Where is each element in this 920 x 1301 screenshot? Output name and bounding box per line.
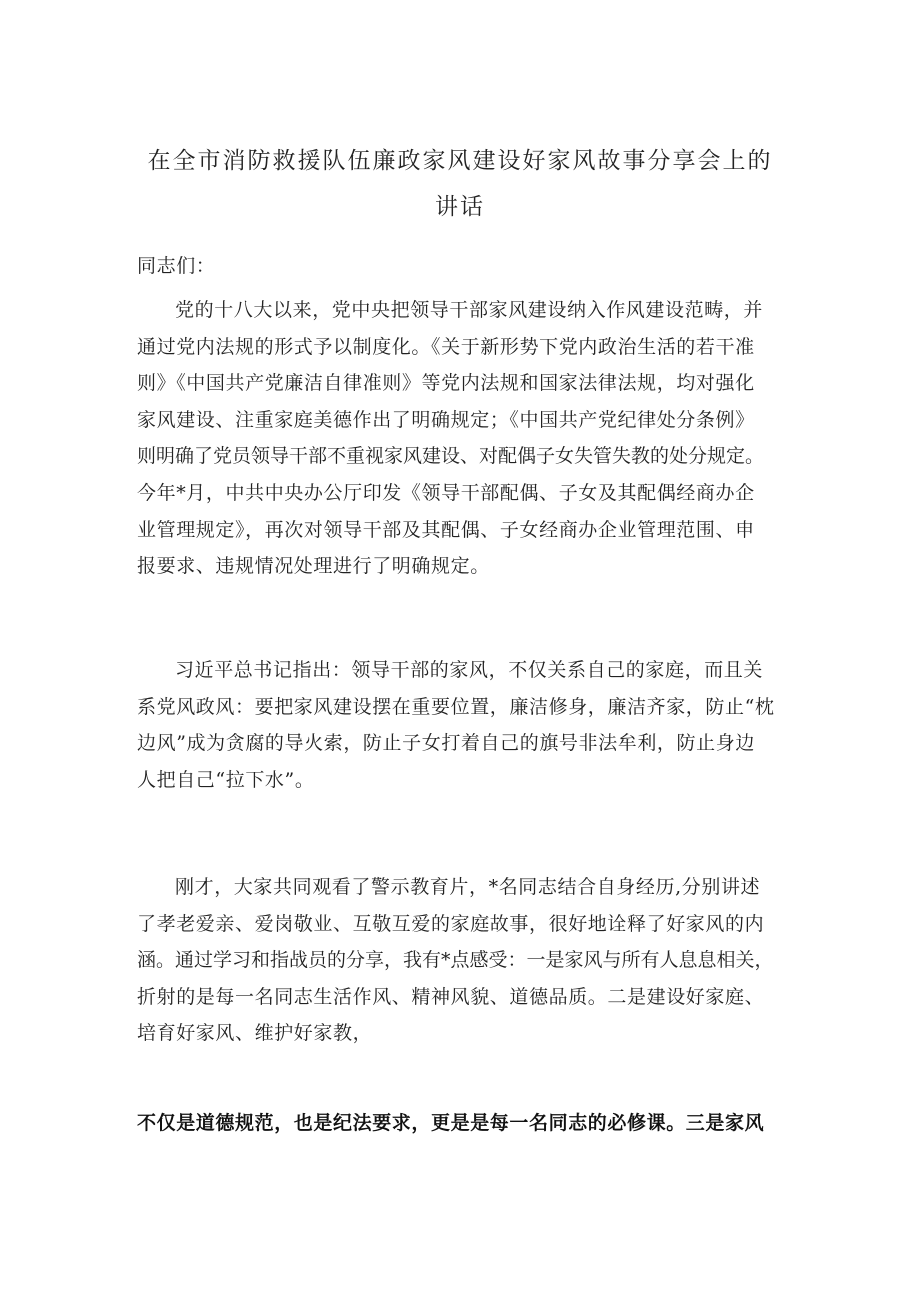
title-line-2: 讲话 — [435, 194, 485, 220]
paragraph-line: 习近平总书记指出：领导干部的家风，不仅关系自己的家庭，而且关 — [175, 659, 764, 681]
paragraph-line: 刚才，大家共同观看了警示教育片，*名同志结合自身经历,分别讲述 — [175, 876, 761, 898]
paragraph-line: 今年*月，中共中央办公厅印发《领导干部配偶、子女及其配偶经商办企 — [137, 481, 755, 504]
paragraph-line: 通过党内法规的形式予以制度化。《关于新形势下党内政治生活的若干准 — [137, 335, 755, 358]
paragraph-line: 折射的是每一名同志生活作风、精神风貌、道德品质。二是建设好家庭、 — [137, 985, 765, 1008]
document-title — [100, 138, 820, 230]
paragraph-1 — [137, 292, 795, 585]
paragraph-line: 系党风政风：要把家风建设摆在重要位置，廉洁修身，廉洁齐家，防止“枕 — [137, 695, 775, 718]
paragraph-line: 家风建设、注重家庭美德作出了明确规定；《中国共产党纪律处分条例》 — [137, 408, 755, 431]
paragraph-line: 党的十八大以来，党中央把领导干部家风建设纳入作风建设范畴，并 — [175, 299, 764, 321]
paragraph-line: 培育好家风、维护好家教， — [137, 1022, 373, 1045]
paragraph-line: 涵。通过学习和指战员的分享，我有*点感受：一是家风与所有人息息相关， — [137, 949, 774, 972]
paragraph-4-bold — [137, 1105, 795, 1142]
paragraph-line: 业管理规定》，再次对领导干部及其配偶、子女经商办企业管理范围、申 — [137, 518, 755, 541]
salutation: 同志们： — [137, 255, 216, 277]
paragraph-line: 边风”成为贪腐的导火索，防止子女打着自己的旗号非法牟利，防止身边 — [137, 732, 755, 755]
paragraph-3 — [137, 869, 795, 1052]
paragraph-line: 了孝老爱亲、爱岗敬业、互敬互爱的家庭故事，很好地诠释了好家风的内 — [137, 912, 765, 935]
paragraph-line: 报要求、违规情况处理进行了明确规定。 — [137, 555, 490, 578]
paragraph-line: 则》《中国共产党廉洁自律准则》等党内法规和国家法律法规，均对强化 — [137, 372, 755, 395]
paragraph-line: 不仅是道德规范，也是纪法要求，更是是每一名同志的必修课。三是家风 — [137, 1112, 765, 1134]
paragraph-2 — [137, 652, 795, 798]
paragraph-line: 则明确了党员领导干部不重视家风建设、对配偶子女失管失教的处分规定。 — [137, 445, 765, 468]
title-line-1: 在全市消防救援队伍廉政家风建设好家风故事分享会上的 — [147, 148, 773, 174]
paragraph-line: 人把自己“拉下水”。 — [137, 768, 315, 791]
